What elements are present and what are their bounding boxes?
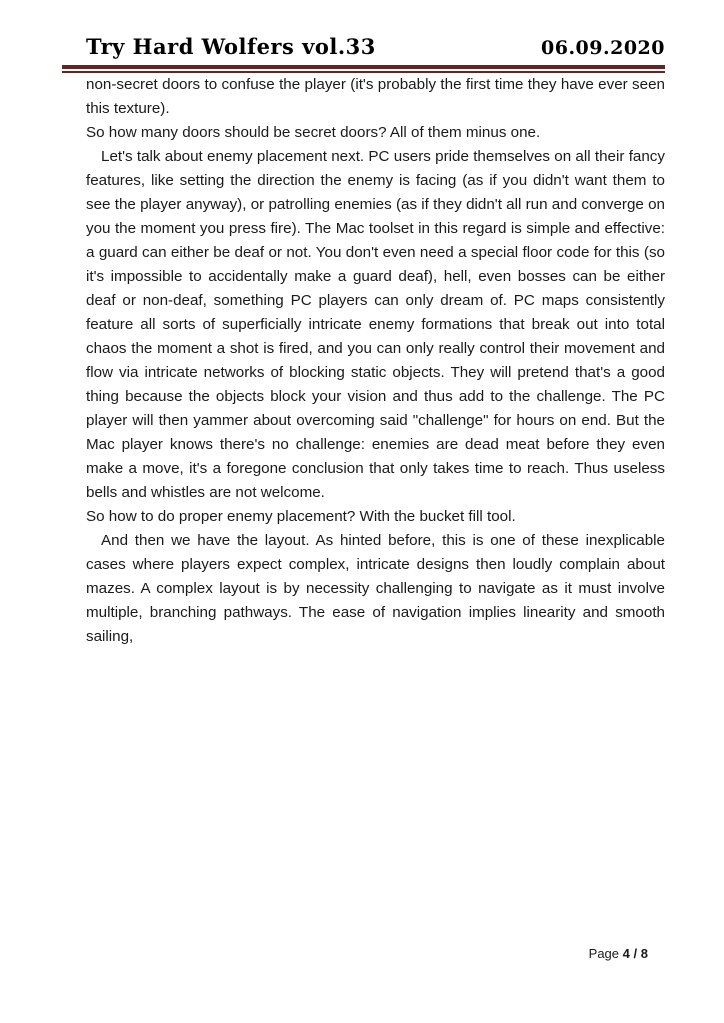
document-body bbox=[86, 73, 665, 649]
footer-page-total: 8 bbox=[640, 946, 648, 961]
footer-page-label: Page bbox=[588, 946, 620, 961]
header-date: 06.09.2020 bbox=[541, 37, 665, 59]
footer-page-separator: / bbox=[633, 946, 638, 961]
body-paragraph: non-secret doors to confuse the player (it's probably the first time they have ever seen this texture). bbox=[86, 76, 665, 117]
footer-page-current: 4 bbox=[622, 946, 630, 961]
page-footer bbox=[589, 946, 648, 962]
header-rule bbox=[62, 65, 665, 73]
body-paragraph: So how many doors should be secret doors? All of them minus one. bbox=[86, 124, 541, 141]
header-title: Try Hard Wolfers vol.33 bbox=[86, 34, 376, 59]
body-paragraph: And then we have the layout. As hinted before, this is one of these inexplicable cases where players expect complex, intricate designs then loudly complain about mazes. A complex layout is by necessity challenging to navigate as it must involve multiple, branching pathways. The ease of navigation implies linearity and smooth sailing, bbox=[86, 532, 665, 645]
body-paragraph: Let's talk about enemy placement next. PC users pride themselves on all their fancy features, like setting the direction the enemy is facing (as if you didn't want them to see the player anyway), or patrolling enemies (as if they didn't all run and converge on you the moment you press fire). The Mac toolset in this regard is simple and effective: a guard can either be deaf or not. You don't even need a special floor code for this (so it's impossible to accidentally make a guard deaf), hell, even bosses can be either deaf or non-deaf, something PC players can only dream of. PC maps consistently feature all sorts of superficially intricate enemy formations that break out into total chaos the moment a shot is fired, and you can only really control their movement and flow via intricate networks of blocking static objects. They will pretend that's a good thing because the objects block your vision and thus add to the challenge. The PC player will then yammer about overcoming said "challenge" for hours on end. But the Mac player knows there's no challenge: enemies are dead meat before they even make a move, it's a foregone conclusion that only takes time to reach. Thus useless bells and whistles are not welcome. bbox=[86, 148, 665, 501]
page-header bbox=[86, 0, 665, 59]
body-paragraph: So how to do proper enemy placement? With the bucket fill tool. bbox=[86, 508, 516, 525]
